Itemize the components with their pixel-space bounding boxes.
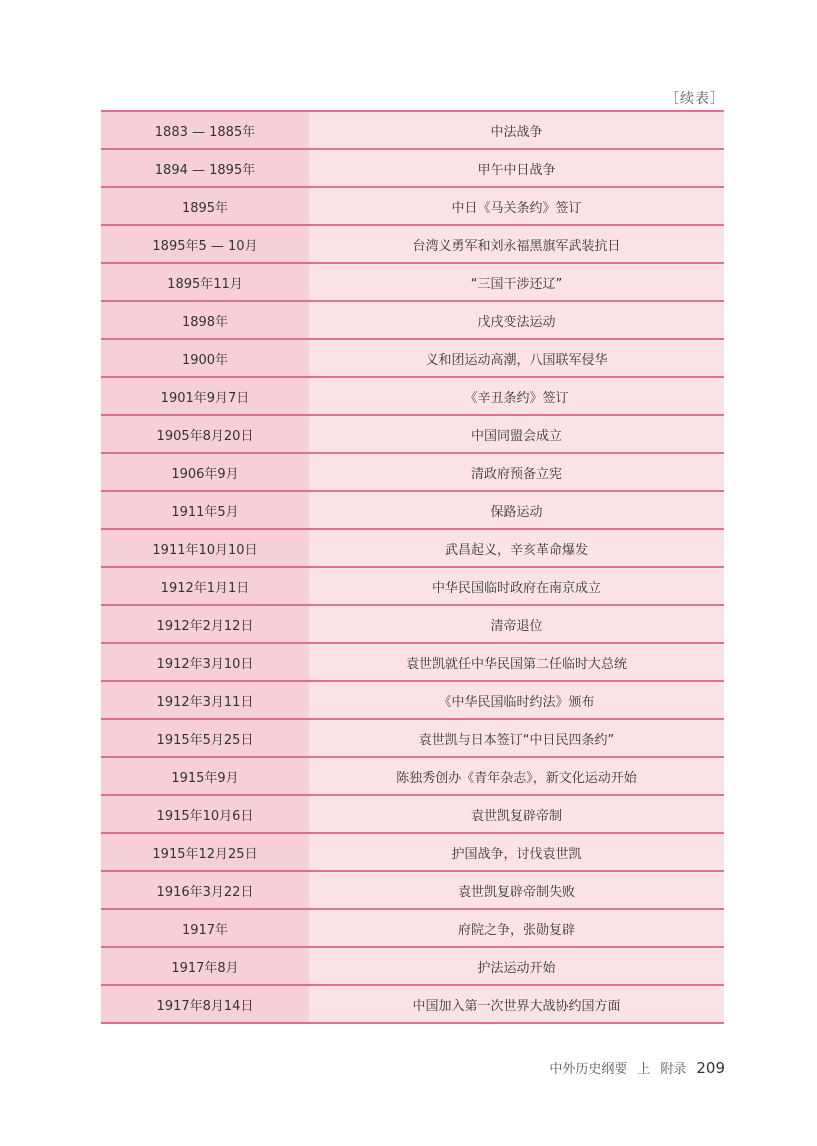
continued-table-label: ［续表］ [665, 91, 725, 107]
event-cell: 袁世凯就任中华民国第二任临时大总统 [309, 644, 724, 680]
table-row [101, 264, 724, 302]
event-cell: 甲午中日战争 [309, 150, 724, 186]
event-cell: 袁世凯复辟帝制失败 [309, 872, 724, 908]
table-row [101, 834, 724, 872]
event-cell: 中国加入第一次世界大战协约国方面 [309, 986, 724, 1022]
date-cell: 1900年 [101, 340, 309, 376]
table-row [101, 188, 724, 226]
event-cell: 中日《马关条约》签订 [309, 188, 724, 224]
event-cell: 护国战争，讨伐袁世凯 [309, 834, 724, 870]
date-cell: 1894 — 1895年 [101, 150, 309, 186]
date-cell: 1917年 [101, 910, 309, 946]
table-row [101, 340, 724, 378]
event-cell: “三国干涉还辽” [309, 264, 724, 300]
table-row [101, 530, 724, 568]
table-row [101, 454, 724, 492]
event-cell: 中法战争 [309, 112, 724, 148]
date-cell: 1883 — 1885年 [101, 112, 309, 148]
date-cell: 1912年3月11日 [101, 682, 309, 718]
table-row [101, 910, 724, 948]
table-row [101, 948, 724, 986]
footer-section: 附录 [660, 1062, 687, 1077]
table-row [101, 720, 724, 758]
table-row [101, 606, 724, 644]
event-cell: 保路运动 [309, 492, 724, 528]
event-cell: 护法运动开始 [309, 948, 724, 984]
chronology-table [101, 110, 724, 1024]
table-row [101, 758, 724, 796]
date-cell: 1895年5 — 10月 [101, 226, 309, 262]
date-cell: 1912年3月10日 [101, 644, 309, 680]
date-cell: 1911年5月 [101, 492, 309, 528]
event-cell: 台湾义勇军和刘永福黑旗军武装抗日 [309, 226, 724, 262]
table-row [101, 986, 724, 1024]
event-cell: 武昌起义，辛亥革命爆发 [309, 530, 724, 566]
event-cell: 《辛丑条约》签订 [309, 378, 724, 414]
date-cell: 1916年3月22日 [101, 872, 309, 908]
date-cell: 1912年1月1日 [101, 568, 309, 604]
event-cell: 陈独秀创办《青年杂志》，新文化运动开始 [309, 758, 724, 794]
table-row [101, 150, 724, 188]
date-cell: 1895年 [101, 188, 309, 224]
date-cell: 1915年12月25日 [101, 834, 309, 870]
date-cell: 1911年10月10日 [101, 530, 309, 566]
footer-book-title: 中外历史纲要 [549, 1062, 628, 1077]
page-footer [549, 1058, 725, 1077]
event-cell: 府院之争，张勋复辟 [309, 910, 724, 946]
footer-volume: 上 [637, 1062, 651, 1077]
event-cell: 清帝退位 [309, 606, 724, 642]
table-row [101, 416, 724, 454]
event-cell: 义和团运动高潮，八国联军侵华 [309, 340, 724, 376]
table-row [101, 112, 724, 150]
table-row [101, 378, 724, 416]
date-cell: 1915年9月 [101, 758, 309, 794]
date-cell: 1895年11月 [101, 264, 309, 300]
event-cell: 清政府预备立宪 [309, 454, 724, 490]
event-cell: 袁世凯复辟帝制 [309, 796, 724, 832]
table-row [101, 492, 724, 530]
table-row [101, 302, 724, 340]
event-cell: 中华民国临时政府在南京成立 [309, 568, 724, 604]
date-cell: 1898年 [101, 302, 309, 338]
table-row [101, 226, 724, 264]
table-row [101, 872, 724, 910]
date-cell: 1915年10月6日 [101, 796, 309, 832]
page-number: 209 [696, 1059, 725, 1077]
event-cell: 《中华民国临时约法》颁布 [309, 682, 724, 718]
date-cell: 1915年5月25日 [101, 720, 309, 756]
date-cell: 1917年8月 [101, 948, 309, 984]
date-cell: 1917年8月14日 [101, 986, 309, 1022]
table-row [101, 796, 724, 834]
table-row [101, 682, 724, 720]
date-cell: 1906年9月 [101, 454, 309, 490]
table-row [101, 644, 724, 682]
date-cell: 1912年2月12日 [101, 606, 309, 642]
date-cell: 1901年9月7日 [101, 378, 309, 414]
event-cell: 袁世凯与日本签订“中日民四条约” [309, 720, 724, 756]
event-cell: 戊戌变法运动 [309, 302, 724, 338]
table-row [101, 568, 724, 606]
date-cell: 1905年8月20日 [101, 416, 309, 452]
event-cell: 中国同盟会成立 [309, 416, 724, 452]
